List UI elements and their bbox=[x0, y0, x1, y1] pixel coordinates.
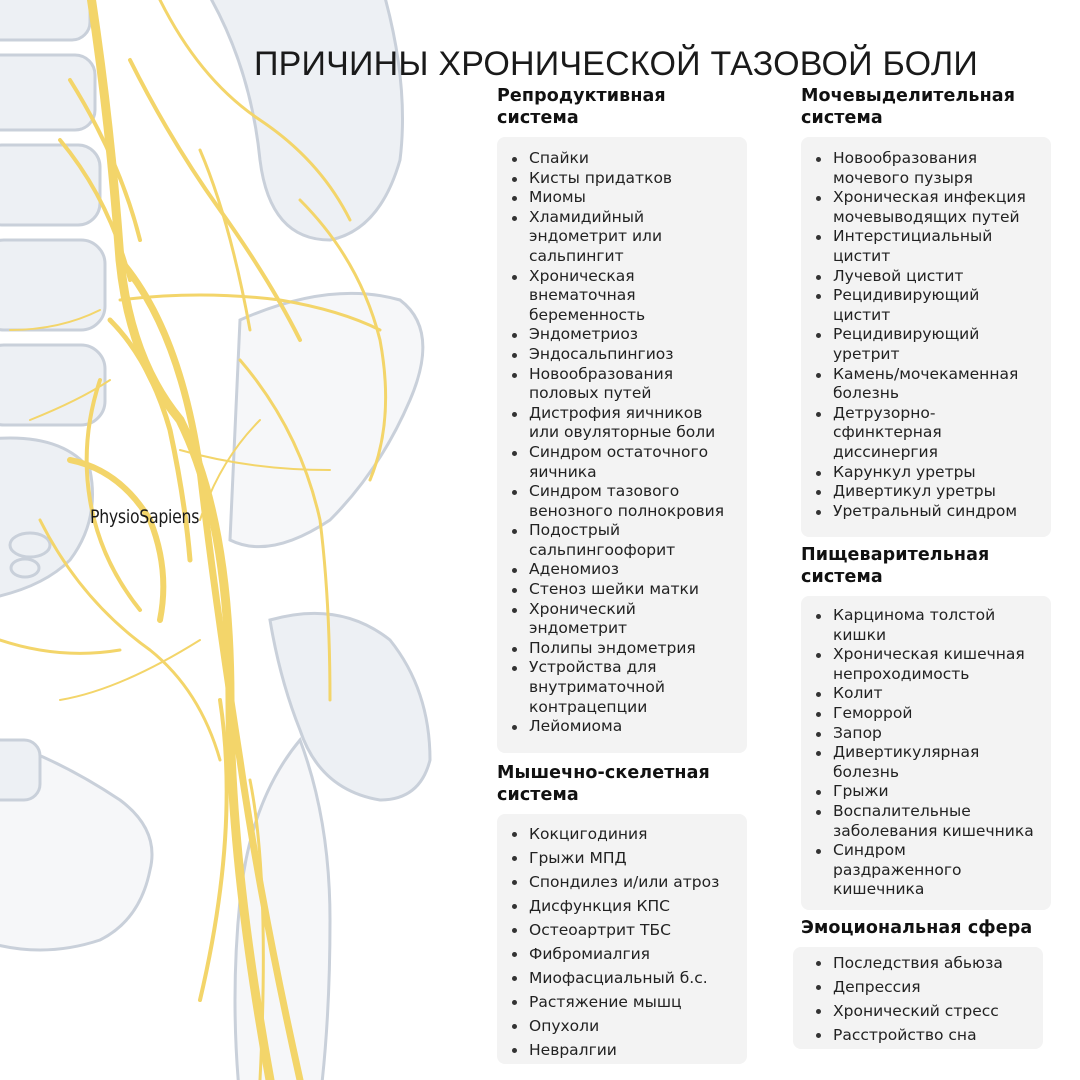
list-item: Новообразования мочевого пузыря bbox=[833, 149, 1037, 188]
pelvis-nerves-illustration bbox=[0, 0, 500, 1080]
list-item: Карункул уретры bbox=[833, 463, 1037, 483]
list-item: Аденомиоз bbox=[529, 560, 733, 580]
item-list bbox=[507, 822, 733, 1062]
list-item: Опухоли bbox=[529, 1014, 733, 1038]
item-list bbox=[811, 951, 1029, 1047]
list-item: Устройства для внутриматочной контрацепции bbox=[529, 658, 733, 717]
list-item: Полипы эндометрия bbox=[529, 639, 733, 659]
list-item: Лучевой цистит bbox=[833, 267, 1037, 287]
section-title: Пищеварительная система bbox=[801, 545, 990, 587]
list-item: Фибромиалгия bbox=[529, 942, 733, 966]
section-box bbox=[497, 814, 747, 1064]
list-item: Хроническая инфекция мочевыводящих путей bbox=[833, 188, 1037, 227]
section-title: Мышечно-скелетная система bbox=[497, 763, 710, 805]
list-item: Стеноз шейки матки bbox=[529, 580, 733, 600]
list-item: Синдром раздраженного кишечника bbox=[833, 841, 1037, 900]
item-list bbox=[811, 149, 1037, 521]
list-item: Синдром тазового венозного полнокровия bbox=[529, 482, 733, 521]
list-item: Последствия абьюза bbox=[833, 951, 1029, 975]
page-title: ПРИЧИНЫ ХРОНИЧЕСКОЙ ТАЗОВОЙ БОЛИ bbox=[254, 44, 979, 83]
section-digestive bbox=[801, 544, 1051, 910]
section-urinary bbox=[801, 85, 1051, 537]
list-item: Подострый сальпингоофорит bbox=[529, 521, 733, 560]
section-emotional bbox=[801, 917, 1051, 1049]
list-item: Дистрофия яичников или овуляторные боли bbox=[529, 404, 733, 443]
section-musculoskeletal bbox=[497, 762, 747, 1064]
list-item: Дивертикул уретры bbox=[833, 482, 1037, 502]
list-item: Запор bbox=[833, 724, 1037, 744]
section-box bbox=[793, 947, 1043, 1049]
list-item: Камень/мочекаменная болезнь bbox=[833, 365, 1037, 404]
list-item: Хроническая внематочная беременность bbox=[529, 267, 733, 326]
list-item: Хронический стресс bbox=[833, 999, 1029, 1023]
list-item: Грыжи bbox=[833, 782, 1037, 802]
list-item: Хламидийный эндометрит или сальпингит bbox=[529, 208, 733, 267]
list-item: Миофасциальный б.с. bbox=[529, 966, 733, 990]
list-item: Спондилез и/или атроз bbox=[529, 870, 733, 894]
list-item: Остеоартрит ТБС bbox=[529, 918, 733, 942]
list-item: Хронический эндометрит bbox=[529, 600, 733, 639]
list-item: Растяжение мышц bbox=[529, 990, 733, 1014]
list-item: Уретральный синдром bbox=[833, 502, 1037, 522]
list-item: Эндометриоз bbox=[529, 325, 733, 345]
list-item: Эндосальпингиоз bbox=[529, 345, 733, 365]
list-item: Новообразования половых путей bbox=[529, 365, 733, 404]
list-item: Невралгии bbox=[529, 1038, 733, 1062]
section-title: Репродуктивная система bbox=[497, 86, 666, 128]
list-item: Детрузорно-сфинктерная диссинергия bbox=[833, 404, 1037, 463]
item-list bbox=[507, 149, 733, 737]
list-item: Интерстициальный цистит bbox=[833, 227, 1037, 266]
list-item: Спайки bbox=[529, 149, 733, 169]
list-item: Депрессия bbox=[833, 975, 1029, 999]
section-box bbox=[497, 137, 747, 753]
list-item: Дивертикулярная болезнь bbox=[833, 743, 1037, 782]
section-title: Эмоциональная сфера bbox=[801, 918, 1033, 938]
list-item: Дисфункция КПС bbox=[529, 894, 733, 918]
brand-logo: PhysioSapiens bbox=[90, 506, 200, 528]
list-item: Воспалительные заболевания кишечника bbox=[833, 802, 1037, 841]
list-item: Кокцигодиния bbox=[529, 822, 733, 846]
section-reproductive bbox=[497, 85, 747, 753]
list-item: Карцинома толстой кишки bbox=[833, 606, 1037, 645]
list-item: Синдром остаточного яичника bbox=[529, 443, 733, 482]
list-item: Рецидивирующий цистит bbox=[833, 286, 1037, 325]
item-list bbox=[811, 606, 1037, 900]
section-box bbox=[801, 596, 1051, 910]
list-item: Расстройство сна bbox=[833, 1023, 1029, 1047]
list-item: Колит bbox=[833, 684, 1037, 704]
section-title: Мочевыделительная система bbox=[801, 86, 1016, 128]
section-box bbox=[801, 137, 1051, 537]
list-item: Геморрой bbox=[833, 704, 1037, 724]
list-item: Грыжи МПД bbox=[529, 846, 733, 870]
list-item: Лейомиома bbox=[529, 717, 733, 737]
list-item: Кисты придатков bbox=[529, 169, 733, 189]
list-item: Миомы bbox=[529, 188, 733, 208]
list-item: Рецидивирующий уретрит bbox=[833, 325, 1037, 364]
list-item: Хроническая кишечная непроходимость bbox=[833, 645, 1037, 684]
